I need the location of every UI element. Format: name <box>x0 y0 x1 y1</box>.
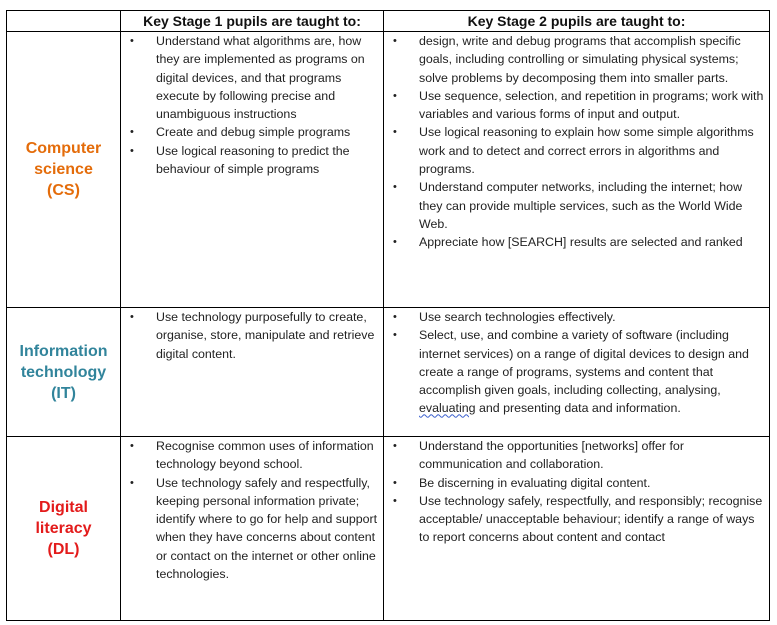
list-item: • Understand what algorithms are, how they are implemented as programs on digital devices, and that programs execute by following precise and unambiguous instructions <box>121 32 383 123</box>
category-line: Information <box>19 342 108 360</box>
list-item: • Create and debug simple programs <box>121 123 383 141</box>
category-line: Computer <box>25 140 102 157</box>
list-item <box>384 326 769 417</box>
category-digital-literacy <box>7 437 121 621</box>
list-item: • design, write and debug programs that accomplish specific goals, including controlling or simulating physical systems; solve problems by decomposing them into smaller parts. <box>384 32 769 87</box>
bullet-list <box>384 437 769 547</box>
list-item: • Use technology safely, respectfully, and responsibly; recognise acceptable/ unacceptable behaviour; identify a range of ways to report concerns about content and contact <box>384 492 769 547</box>
bullet-list <box>121 437 383 583</box>
category-line: technology <box>20 363 107 381</box>
category-line: literacy <box>35 520 92 537</box>
header-row <box>7 11 770 32</box>
header-blank-cell <box>7 11 121 32</box>
list-item: • Use search technologies effectively. <box>384 308 769 326</box>
category-line: science <box>34 161 93 178</box>
category-line: (IT) <box>51 384 76 402</box>
list-item: • Use logical reasoning to predict the behaviour of simple programs <box>121 142 383 179</box>
bullet-list <box>121 308 383 363</box>
list-item: • Use technology purposefully to create, organise, store, manipulate and retrieve digital content. <box>121 308 383 363</box>
header-ks2: Key Stage 2 pupils are taught to: <box>384 11 770 32</box>
category-information-technology <box>7 308 121 437</box>
list-item: • Use logical reasoning to explain how some simple algorithms work and to detect and correct errors in algorithms and programs. <box>384 123 769 178</box>
list-item: • Be discerning in evaluating digital content. <box>384 474 769 492</box>
row-computer-science <box>7 32 770 308</box>
list-item: • Recognise common uses of information technology beyond school. <box>121 437 383 474</box>
ks2-cell-it <box>384 308 770 437</box>
list-item: • Use sequence, selection, and repetition in programs; work with variables and various forms of input and output. <box>384 87 769 124</box>
spellcheck-word: evaluating <box>419 401 476 416</box>
item-text: Select, use, and combine a variety of software (including internet services) on a range of digital devices to design and create a range of programs, systems and content that accomplish given goals, including collecting, analysing, <box>419 328 749 398</box>
category-line: (DL) <box>47 541 80 558</box>
ks1-cell-dl <box>121 437 384 621</box>
curriculum-table <box>6 10 770 621</box>
ks1-cell-cs <box>121 32 384 308</box>
list-item: • Use technology safely and respectfully, keeping personal information private; identify where to go for help and support when they have concerns about content or contact on the internet or other online technologies. <box>121 474 383 584</box>
list-item: • Appreciate how [SEARCH] results are selected and ranked <box>384 233 769 251</box>
list-item: • Understand computer networks, including the internet; how they can provide multiple services, such as the World Wide Web. <box>384 178 769 233</box>
ks2-cell-dl <box>384 437 770 621</box>
row-information-technology <box>7 308 770 437</box>
list-item: • Understand the opportunities [networks] offer for communication and collaboration. <box>384 437 769 474</box>
bullet-list <box>384 308 769 418</box>
category-line: (CS) <box>47 182 80 199</box>
category-computer-science <box>7 32 121 308</box>
header-ks1: Key Stage 1 pupils are taught to: <box>121 11 384 32</box>
ks2-cell-cs <box>384 32 770 308</box>
bullet-list <box>384 32 769 252</box>
bullet-list <box>121 32 383 178</box>
item-text: and presenting data and information. <box>478 401 681 416</box>
row-digital-literacy <box>7 437 770 621</box>
ks1-cell-it <box>121 308 384 437</box>
category-line: Digital <box>39 499 88 516</box>
